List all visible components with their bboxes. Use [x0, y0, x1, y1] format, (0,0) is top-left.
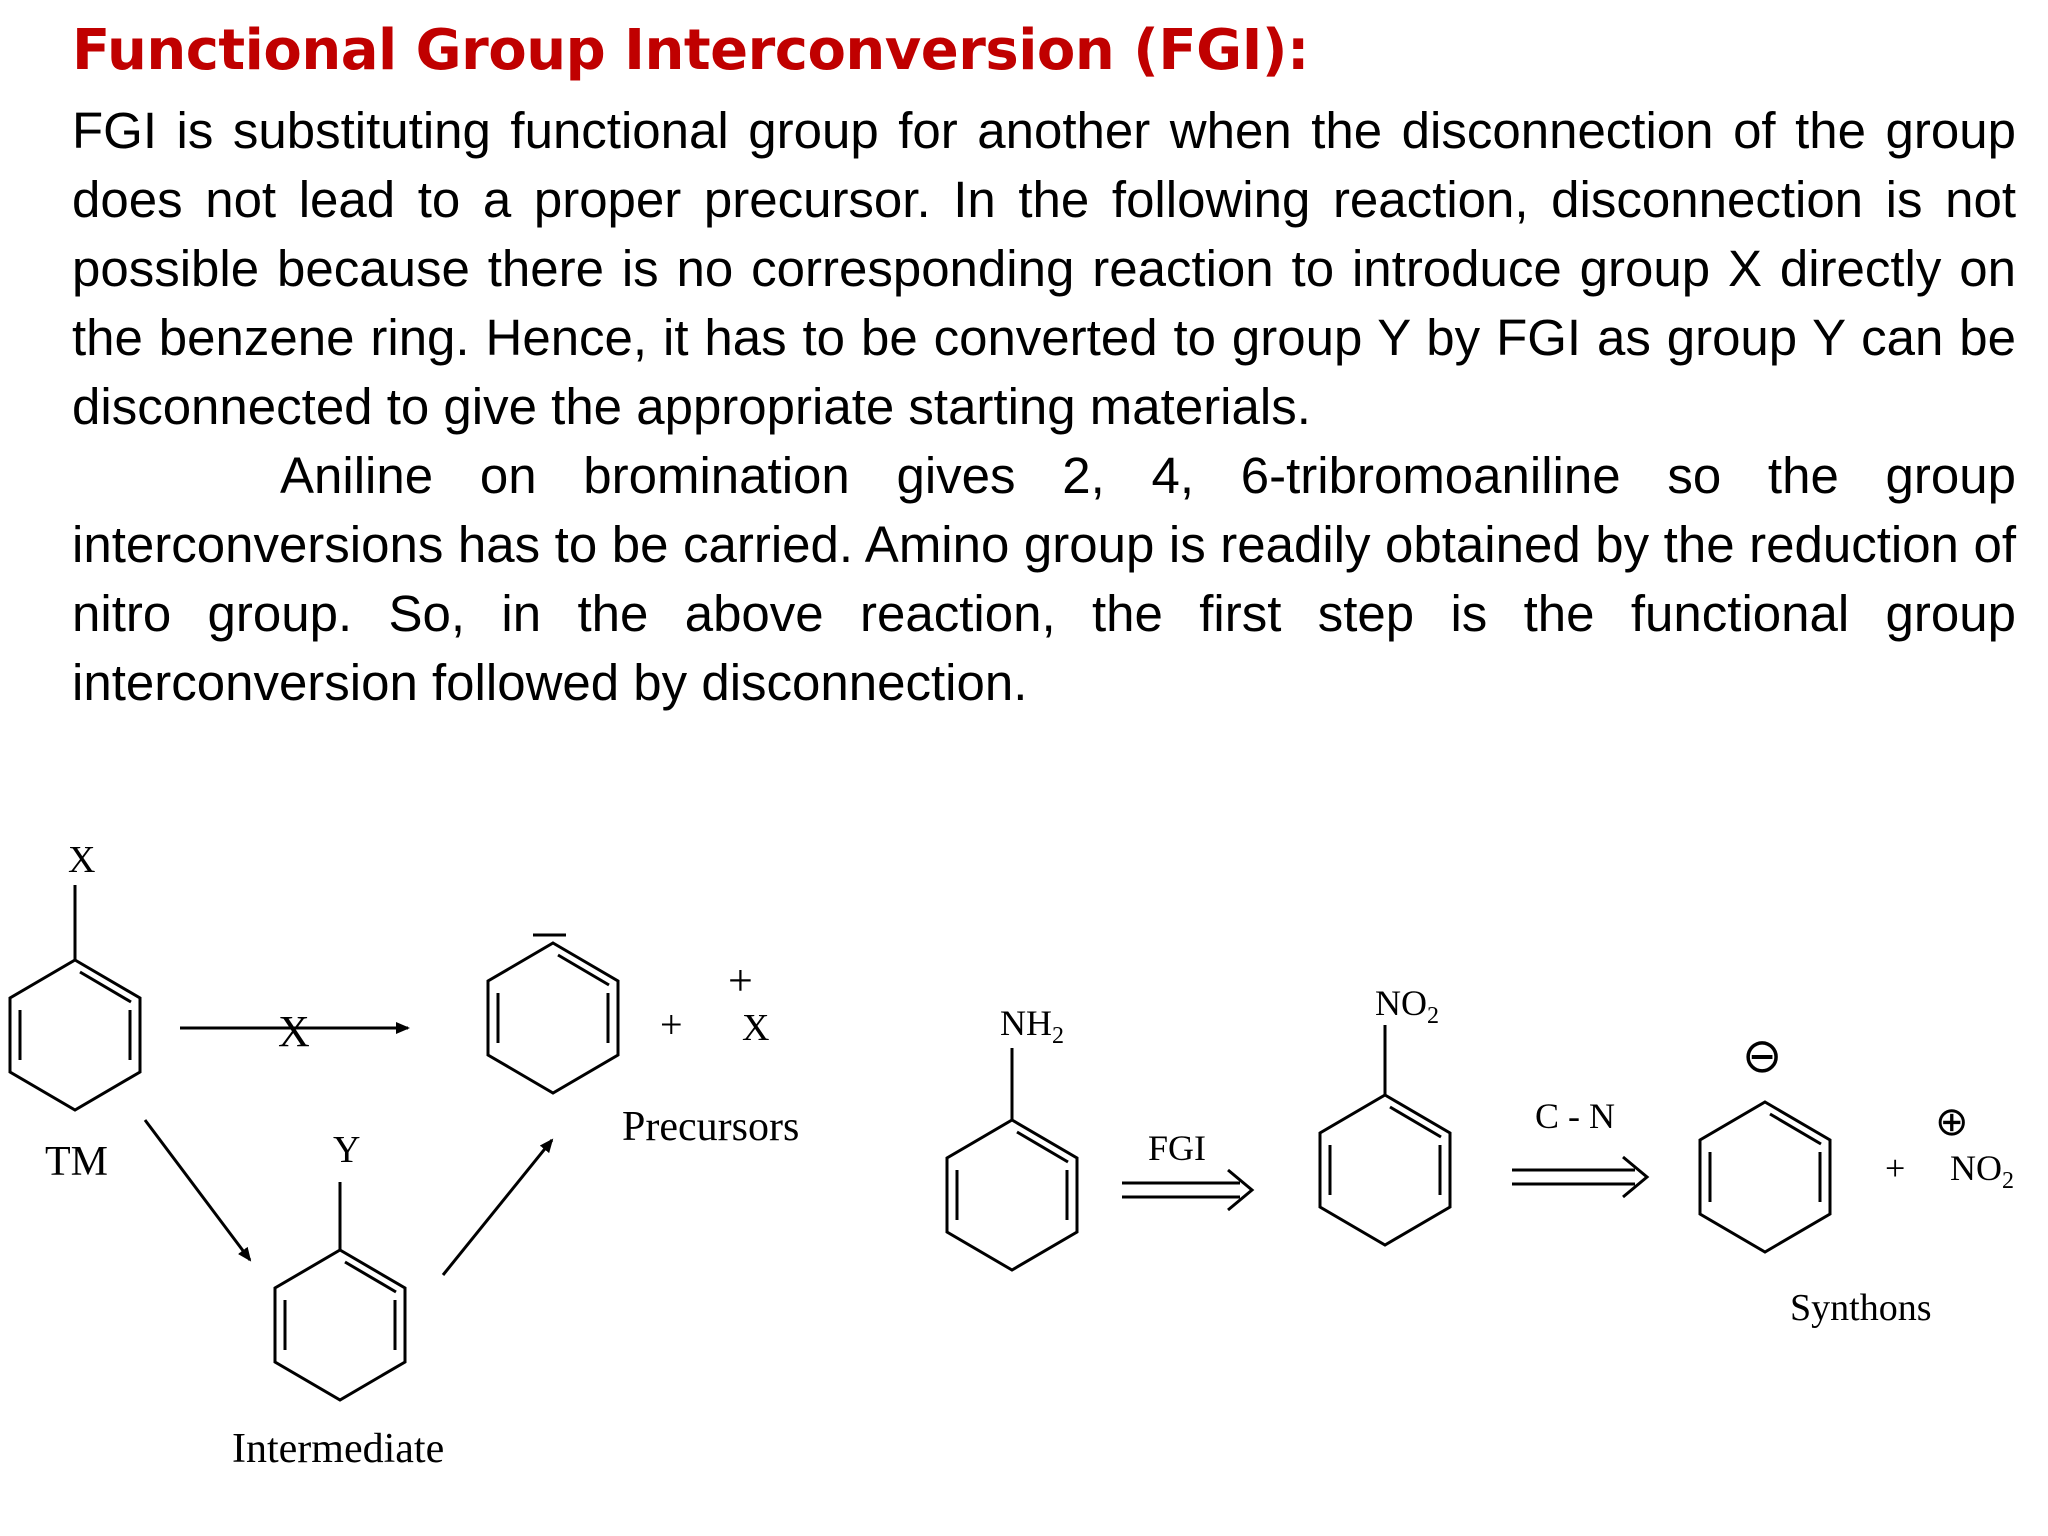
fgi-retro-arrow: [1122, 1170, 1252, 1210]
anion-charge-icon: ⊖: [1742, 1030, 1783, 1083]
amine-group-subscript: 2: [1052, 1023, 1064, 1049]
arrow-to-intermediate: [145, 1120, 250, 1260]
synthons-label: Synthons: [1790, 1287, 1932, 1329]
benzene-ring-tm: [10, 885, 140, 1110]
benzene-ring-aniline: [947, 1048, 1077, 1270]
cation-group-label: [1950, 1148, 2014, 1194]
precursors-label: Precursors: [622, 1104, 800, 1150]
benzene-ring-nitrobenzene: [1320, 1025, 1450, 1245]
plus-sign-right: +: [1885, 1148, 1906, 1188]
nitro-group-text: NO: [1375, 983, 1427, 1023]
cation-x-label: X: [742, 1007, 770, 1049]
substituent-x-label: X: [68, 839, 96, 881]
cation-group-subscript: 2: [2002, 1168, 2014, 1194]
arrow-from-intermediate: [443, 1140, 552, 1275]
nitro-group-subscript: 2: [1427, 1003, 1439, 1029]
benzene-ring-synthon: [1700, 1102, 1830, 1252]
slide-title: Functional Group Interconversion (FGI):: [72, 18, 1309, 83]
fgi-arrow-label: FGI: [1148, 1128, 1207, 1168]
amine-group-text: NH: [1000, 1003, 1052, 1043]
left-scheme: [10, 839, 799, 1472]
benzene-ring-anion: [488, 943, 618, 1093]
crossed-arrow-mark: X: [278, 1007, 310, 1056]
right-scheme: [947, 983, 2014, 1329]
cation-charge-icon: ⊕: [1935, 1099, 1969, 1144]
disconnection-label: C - N: [1535, 1096, 1615, 1136]
amine-group-label: [1000, 1003, 1064, 1049]
nitro-group-label: [1375, 983, 1439, 1029]
cation-charge-left: +: [728, 956, 753, 1005]
substituent-y-label: Y: [333, 1129, 361, 1171]
disconnection-retro-arrow: [1512, 1157, 1647, 1197]
reaction-diagram: [0, 790, 2048, 1530]
tm-label: TM: [45, 1139, 108, 1185]
paragraph-fgi-definition: FGI is substituting functional group for another when the disconnection of the group does not lead to a proper precursor. In the following reaction, disconnection is not possible because there is no corresponding reaction to introduce group X directly on the benzene ring. Hence, it has to be converted to group Y by FGI as group Y can be disconnected to give the appropriate starting materials.: [72, 102, 2016, 435]
body-text: [72, 96, 2016, 717]
plus-sign-left: +: [660, 1002, 683, 1047]
benzene-ring-intermediate: [275, 1182, 405, 1400]
cation-group-text: NO: [1950, 1148, 2002, 1188]
paragraph-aniline-example: Aniline on bromination gives 2, 4, 6-tribromoaniline so the group interconversions has to be carried. Amino group is readily obtained by the reduction of nitro group. So, in the above reaction, the first step is the functional group interconversion followed by disconnection.: [72, 447, 2016, 711]
intermediate-label: Intermediate: [232, 1426, 445, 1472]
